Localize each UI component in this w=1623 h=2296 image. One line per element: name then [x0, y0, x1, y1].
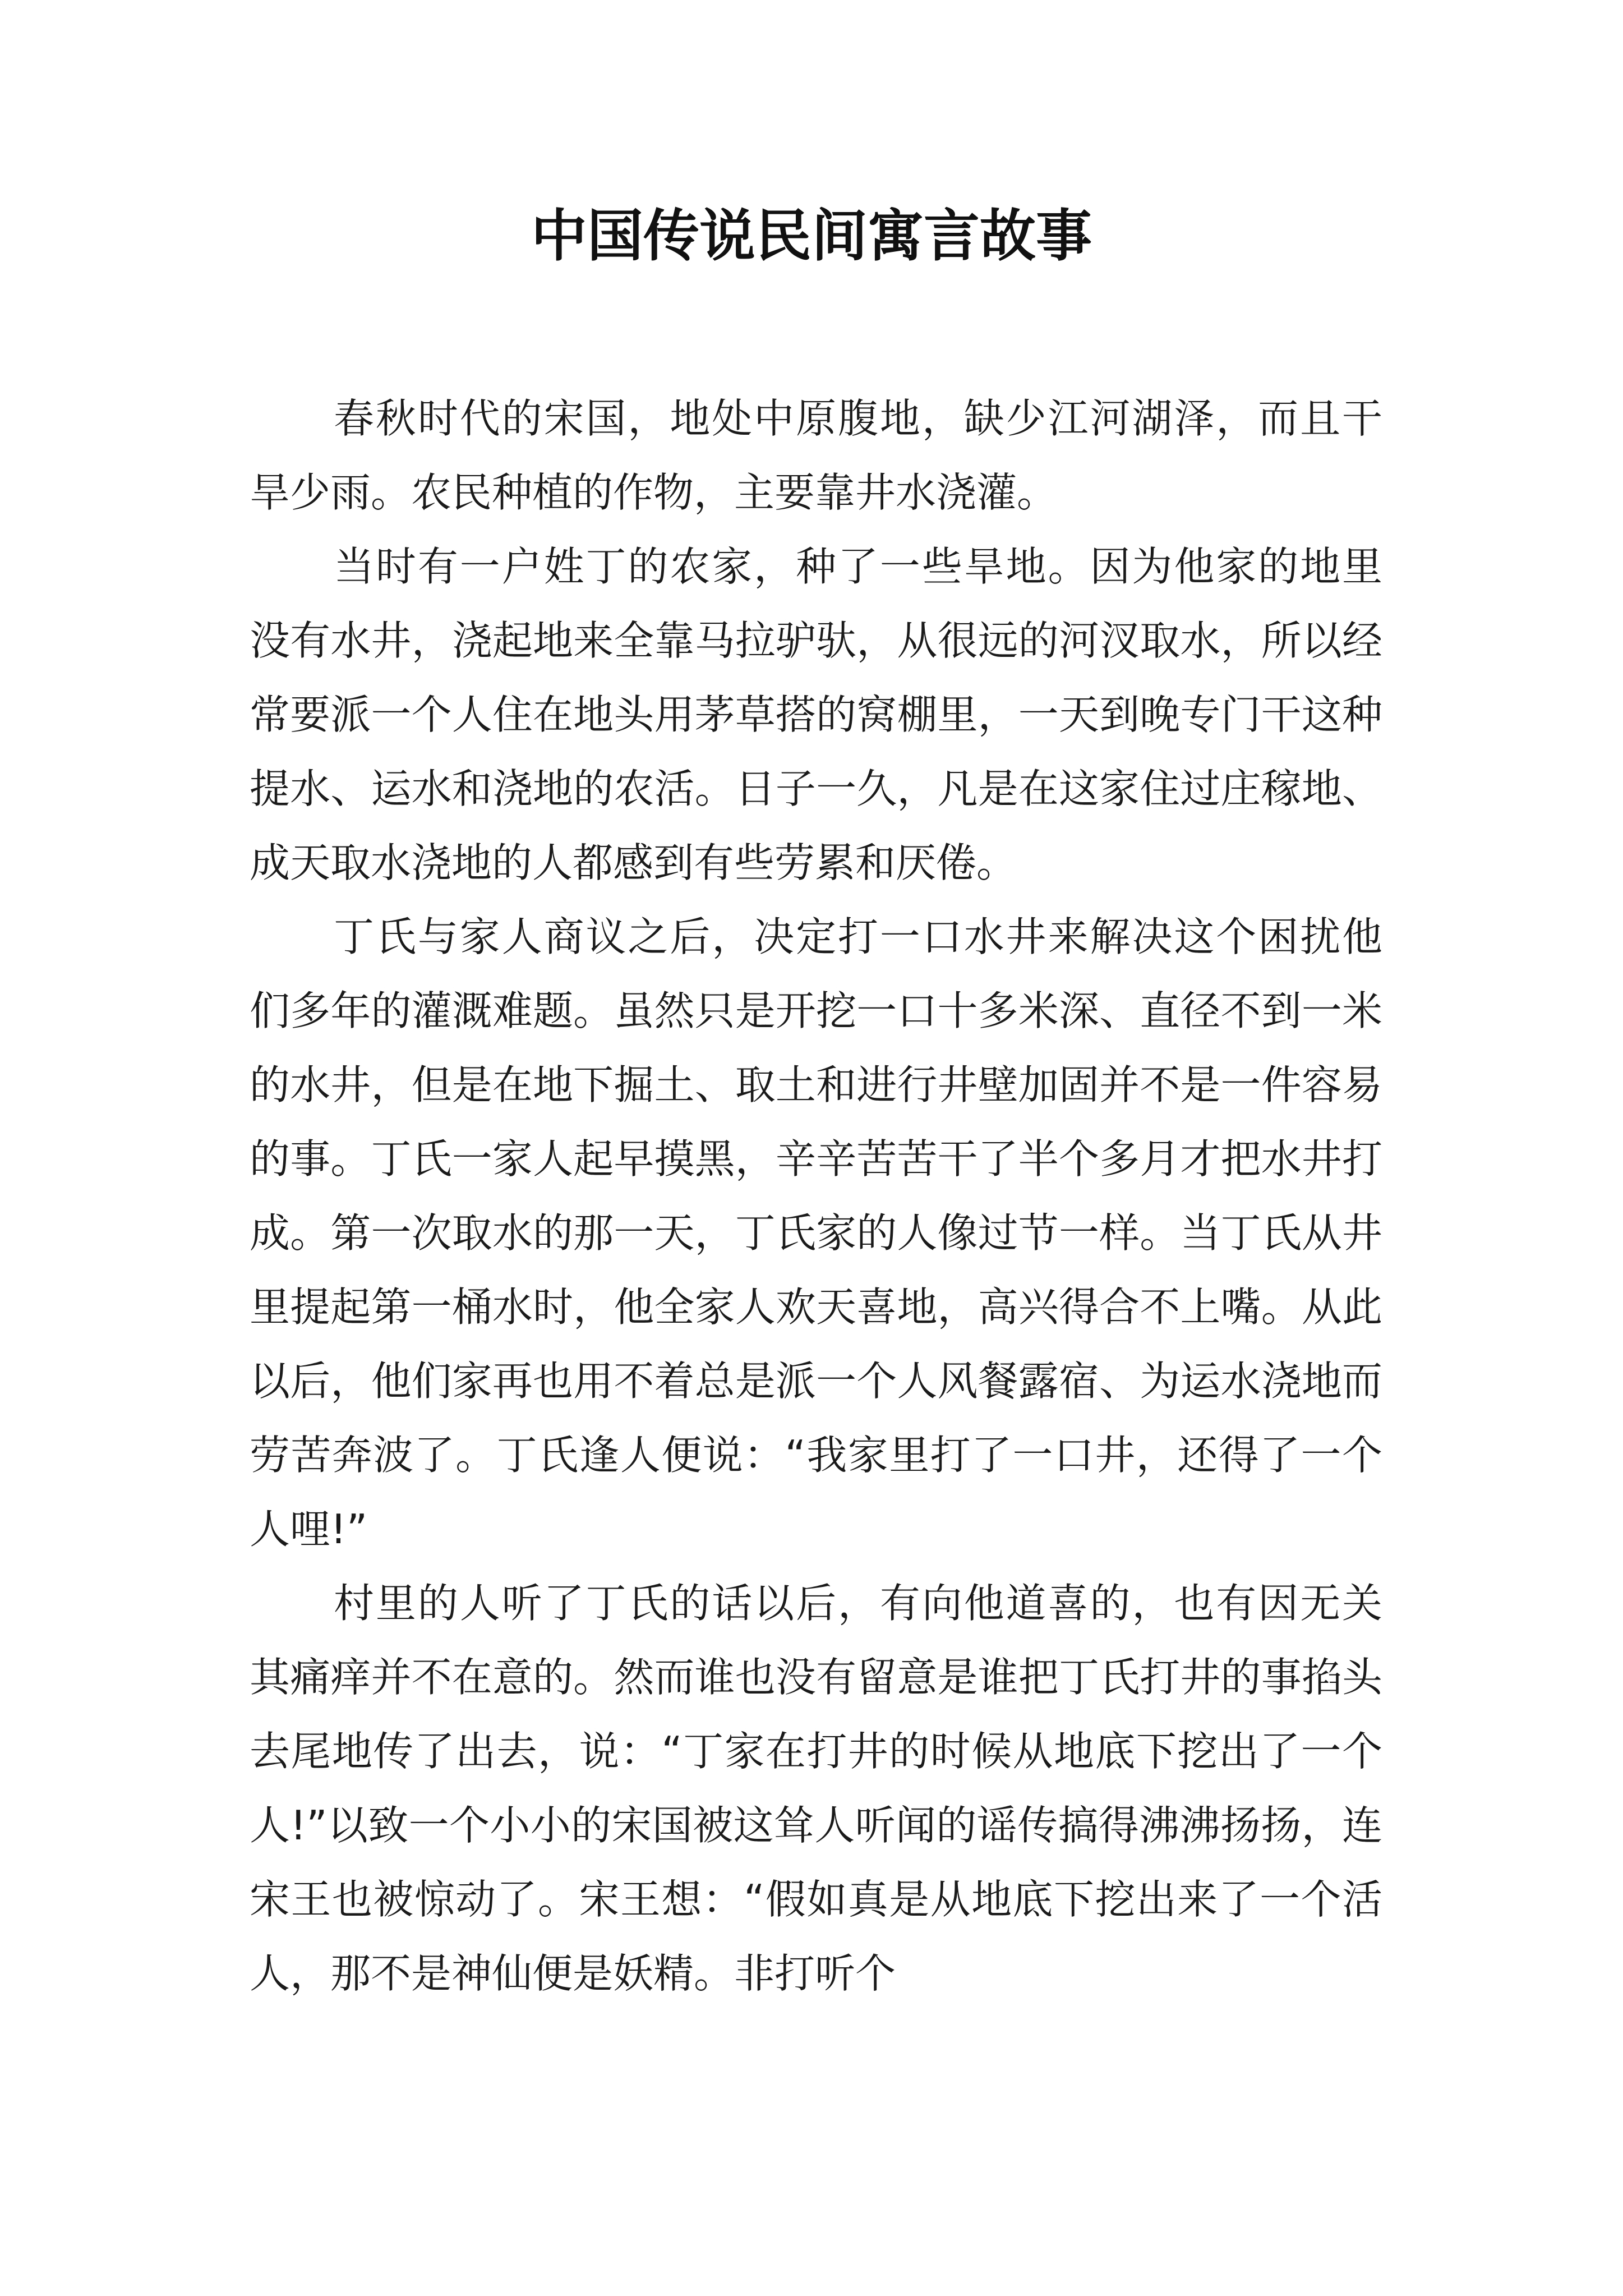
paragraph-4: 村里的人听了丁氏的话以后，有向他道喜的，也有因无关其痛痒并不在意的。然而谁也没有留意是谁把丁氏打井的事掐头去尾地传了出去，说：“丁家在打井的时候从地底下挖出了一个人!”以致一个小小的宋国被这耸人听闻的谣传搞得沸沸扬扬，连宋王也被惊动了。宋王想：“假如真是从地底下挖出来了一个活人，那不是神仙便是妖精。非打听个: [250, 1580, 1382, 1997]
document-title: 中国传说民间寓言故事: [531, 203, 1092, 269]
paragraph-1: 春秋时代的宋国，地处中原腹地，缺少江河湖泽，而且干旱少雨。农民种植的作物，主要靠井水浇灌。: [250, 395, 1382, 516]
document-body: [250, 381, 1382, 2010]
paragraph-3: 丁氏与家人商议之后，决定打一口水井来解决这个困扰他们多年的灌溉难题。虽然只是开挖一口十多米深、直径不到一米的水井，但是在地下掘土、取土和进行井壁加固并不是一件容易的事。丁氏一家人起早摸黑，辛辛苦苦干了半个多月才把水井打成。第一次取水的那一天，丁氏家的人像过节一样。当丁氏从井里提起第一桶水时，他全家人欢天喜地，高兴得合不上嘴。从此以后，他们家再也用不着总是派一个人风餐露宿、为运水浇地而劳苦奔波了。丁氏逢人便说：“我家里打了一口井，还得了一个人哩!”: [250, 913, 1382, 1553]
paragraph-2: 当时有一户姓丁的农家，种了一些旱地。因为他家的地里没有水井，浇起地来全靠马拉驴驮，从很远的河汊取水，所以经常要派一个人住在地头用茅草搭的窝棚里，一天到晚专门干这种提水、运水和浇地的农活。日子一久，凡是在这家住过庄稼地、成天取水浇地的人都感到有些劳累和厌倦。: [250, 543, 1382, 886]
